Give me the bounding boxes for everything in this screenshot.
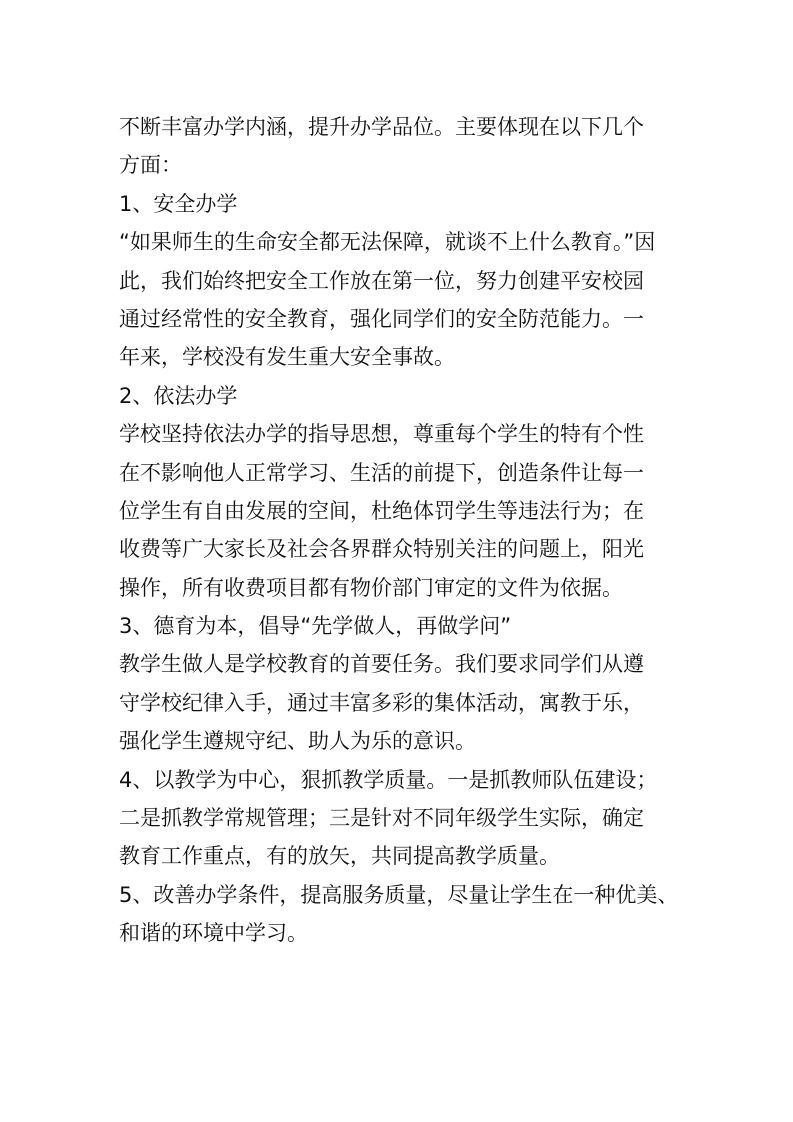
text-line: 和谐的环境中学习。 — [119, 921, 308, 946]
text-line: 守学校纪律入手，通过丰富多彩的集体活动，寓教于乐， — [119, 690, 644, 715]
section-heading: 2、依法办学 — [119, 383, 238, 408]
section-heading: 3、德育为本，倡导“先学做人，再做学问” — [119, 614, 512, 639]
text-line: 教育工作重点，有的放矢，共同提高教学质量。 — [119, 844, 560, 869]
section-heading: 1、安全办学 — [119, 191, 238, 216]
text-line: 方面： — [119, 153, 182, 178]
text-line: 操作，所有收费项目都有物价部门审定的文件为依据。 — [119, 575, 623, 600]
text-line: 二是抓教学常规管理；三是针对不同年级学生实际，确定 — [119, 806, 644, 831]
text-line: 不断丰富办学内涵，提升办学品位。主要体现在以下几个 — [119, 115, 644, 139]
text-line: “如果师生的生命安全都无法保障，就谈不上什么教育。”因 — [119, 230, 656, 255]
text-line: 5、改善办学条件，提高服务质量，尽量让学生在一种优美、 — [119, 882, 679, 907]
text-line: 位学生有自由发展的空间，杜绝体罚学生等违法行为；在 — [119, 498, 644, 523]
text-line: 年来，学校没有发生重大安全事故。 — [119, 345, 455, 370]
text-line: 收费等广大家长及社会各界群众特别关注的问题上，阳光 — [119, 537, 644, 562]
text-line: 教学生做人是学校教育的首要任务。我们要求同学们从遵 — [119, 652, 644, 677]
text-line: 此，我们始终把安全工作放在第一位，努力创建平安校园 — [119, 268, 644, 293]
text-line: 在不影响他人正常学习、生活的前提下，创造条件让每一 — [119, 460, 644, 485]
text-line: 4、以教学为中心，狠抓教学质量。一是抓教师队伍建设； — [119, 767, 658, 792]
text-line: 学校坚持依法办学的指导思想，尊重每个学生的特有个性 — [119, 422, 644, 447]
document-body — [119, 108, 679, 953]
text-line: 强化学生遵规守纪、助人为乐的意识。 — [119, 729, 476, 754]
text-line: 通过经常性的安全教育，强化同学们的安全防范能力。一 — [119, 306, 644, 331]
